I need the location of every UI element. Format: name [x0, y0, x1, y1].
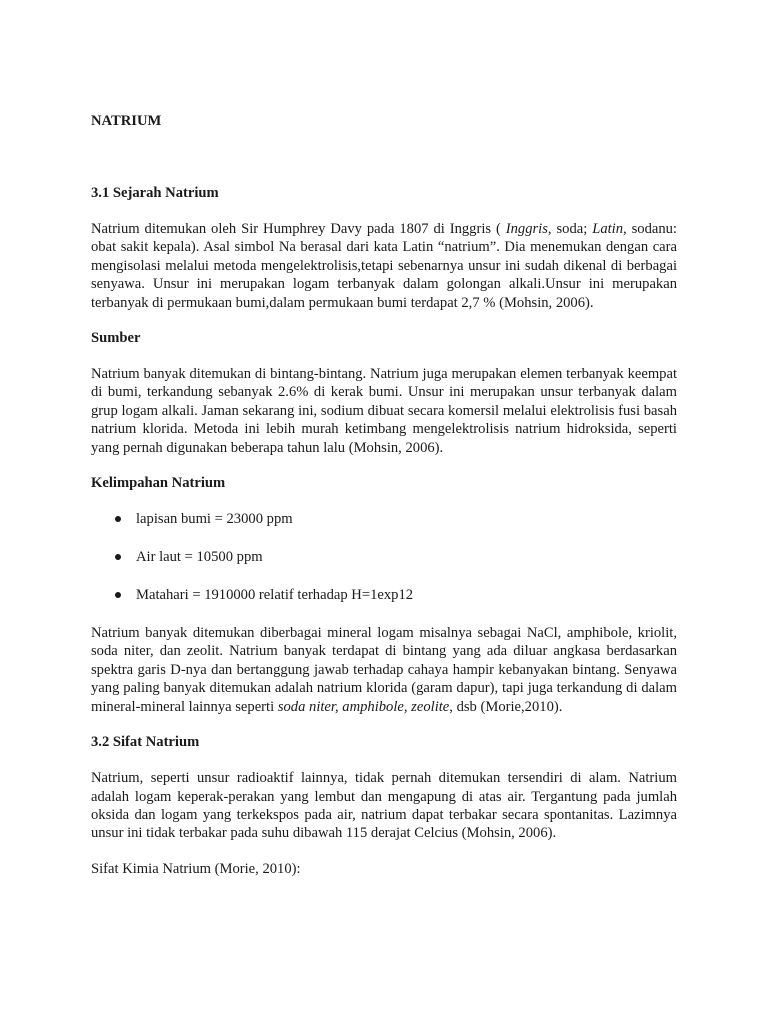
- section-heading-sumber: Sumber: [91, 330, 141, 347]
- paragraph-kelimpahan: Natrium banyak ditemukan diberbagai mineral logam misalnya sebagai NaCl, amphibole, kriolit, soda niter, dan zeolit. Natrium banyak terdapat di bintang yang ada diluar angkasa berdasarkan spektra garis D-nya dan bertanggung jawab terhadap cahaya hampir kebanyakan bintang. Senyawa yang paling banyak ditemukan adalah natrium klorida (garam dapur), tapi juga terkandung di dalam mineral-mineral lainnya seperti soda niter, amphibole, zeolite, dsb (Morie,2010).: [91, 625, 677, 715]
- section-heading-kelimpahan: Kelimpahan Natrium: [91, 475, 226, 492]
- section-heading-sejarah: 3.1 Sejarah Natrium: [91, 185, 219, 201]
- section-heading-sifat: 3.2 Sifat Natrium: [91, 734, 200, 751]
- list-item: lapisan bumi = 23000 ppm: [91, 510, 677, 528]
- paragraph-sifat-kimia: Sifat Kimia Natrium (Morie, 2010):: [91, 860, 301, 877]
- list-item: Air laut = 10500 ppm: [91, 548, 677, 566]
- paragraph-sumber: Natrium banyak ditemukan di bintang-bintang. Natrium juga merupakan elemen terbanyak keempat di bumi, terkandung sebanyak 2.6% di kerak bumi. Unsur ini merupakan unsur terbanyak dalam grup logam alkali. Jaman sekarang ini, sodium dibuat secara komersil melalui elektrolisis fusi basah natrium klorida. Metoda ini lebih murah ketimbang mengelektrolisis natrium hidroksida, seperti yang pernah digunakan beberapa tahun lalu (Mohsin, 2006).: [91, 366, 677, 456]
- paragraph-sifat: Natrium, seperti unsur radioaktif lainnya, tidak pernah ditemukan tersendiri di alam. Natrium adalah logam keperak-perakan yang lembut dan mengapung di atas air. Tergantung pada jumlah oksida dan logam yang terkekspos pada air, natrium dapat terbakar secara spontanitas. Lazimnya unsur ini tidak terbakar pada suhu dibawah 115 derajat Celcius (Mohsin, 2006).: [91, 770, 677, 842]
- document-title: NATRIUM: [91, 113, 162, 129]
- list-item: Matahari = 1910000 relatif terhadap H=1exp12: [91, 586, 677, 604]
- bullet-list-kelimpahan: [91, 510, 677, 604]
- document-body: [91, 112, 677, 878]
- paragraph-sejarah: Natrium ditemukan oleh Sir Humphrey Davy pada 1807 di Inggris ( Inggris, soda; Latin, sodanu: obat sakit kepala). Asal simbol Na berasal dari kata Latin “natrium”. Dia menemukan dengan cara mengisolasi melalui metoda mengelektrolisis,tetapi sebenarnya unsur ini sudah dikenal di berbagai senyawa. Unsur ini merupakan logam terbanyak dalam golongan alkali.Unsur ini merupakan terbanyak di permukaan bumi,dalam permukaan bumi terdapat 2,7 % (Mohsin, 2006).: [91, 221, 677, 311]
